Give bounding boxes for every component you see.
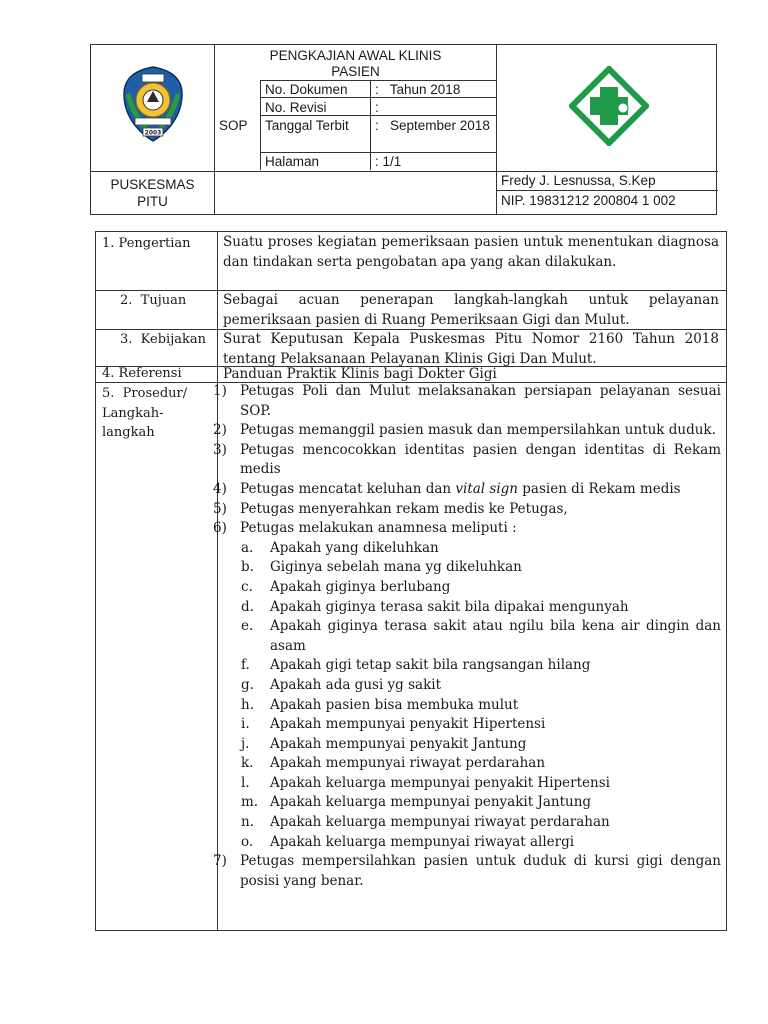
anamnesa-item: a. Apakah yang dikeluhkan <box>241 539 439 556</box>
section-text-pengertian: Suatu proses kegiatan pemeriksaan pasien untuk menentukan diagnosa dan tindakan serta pengobatan apa yang akan dilakukan. <box>223 234 719 270</box>
meta-value-no-dokumen: : Tahun 2018 <box>375 82 461 97</box>
procedure-step: 3) Petugas mencocokkan identitas pasien dengan identitas di Rekam medis <box>213 441 721 478</box>
section-label-pengertian: 1. Pengertian <box>102 236 191 251</box>
procedure-step: 2) Petugas memanggil pasien masuk dan mempersilahkan untuk duduk. <box>213 422 716 439</box>
anamnesa-item: i. Apakah mempunyai penyakit Hipertensi <box>241 716 546 733</box>
title-line-1: PENGKAJIAN AWAL KLINIS <box>269 48 442 63</box>
sop-label: SOP <box>219 118 248 133</box>
procedure-step: 4) Petugas mencatat keluhan dan vital sign pasien di Rekam medis <box>213 480 681 497</box>
anamnesa-item: d. Apakah giginya terasa sakit bila dipakai mengunyah <box>241 598 629 615</box>
meta-label-no-revisi: No. Revisi <box>265 100 327 115</box>
anamnesa-item: j. Apakah mempunyai penyakit Jantung <box>241 735 527 752</box>
anamnesa-item: f. Apakah gigi tetap sakit bila rangsangan hilang <box>241 657 591 674</box>
meta-label-no-dokumen: No. Dokumen <box>265 82 348 97</box>
anamnesa-item: c. Apakah giginya berlubang <box>241 578 451 595</box>
organization-name <box>91 176 214 210</box>
anamnesa-item: o. Apakah keluarga mempunyai riwayat allergi <box>241 833 575 850</box>
section-label-referensi: 4. Referensi <box>102 366 182 381</box>
document-title <box>215 48 496 80</box>
logo-year: 2003 <box>144 129 162 137</box>
anamnesa-item: h. Apakah pasien bisa membuka mulut <box>241 696 519 713</box>
section-text-kebijakan: Surat Keputusan Kepala Puskesmas Pitu Nomor 2160 Tahun 2018 tentang Pelaksanaan Pelayanan Klinis Gigi Dan Mulut. <box>223 331 719 367</box>
meta-value-tanggal-terbit: : September 2018 <box>375 118 490 133</box>
document-header <box>90 44 717 215</box>
puskesmas-cross-icon <box>569 66 649 146</box>
meta-label-tanggal-terbit: Tanggal Terbit <box>265 118 349 133</box>
procedure-step: 7) Petugas mempersilahkan pasien untuk duduk di kursi gigi dengan posisi yang benar. <box>213 853 721 889</box>
anamnesa-item: m. Apakah keluarga mempunyai penyakit Jantung <box>241 794 592 811</box>
procedure-step: 1) Petugas Poli dan Mulut melaksanakan persiapan pelayanan sesuai SOP. <box>213 383 721 419</box>
section-label-prosedur: 5. Prosedur/ Langkah-langkah <box>102 386 192 440</box>
meta-value-halaman: : 1/1 <box>375 154 402 169</box>
procedure-step: 5) Petugas menyerahkan rekam medis ke Petugas, <box>213 500 568 517</box>
signer-name: Fredy J. Lesnussa, S.Kep <box>501 173 656 188</box>
anamnesa-item: k. Apakah mempunyai riwayat perdarahan <box>241 755 546 772</box>
regency-emblem-icon <box>118 64 188 144</box>
org-line-1: PUSKESMAS <box>110 177 195 192</box>
section-text-referensi: Panduan Praktik Klinis bagi Dokter Gigi <box>223 366 497 382</box>
procedure-step: 6) Petugas melakukan anamnesa meliputi : a. Apakah yang dikeluhkan b. Giginya sebelah mana yg dikeluhkan c. Apakah giginya berlubang d. Apakah giginya terasa sakit bila dipakai mengunyah e. Apakah giginya terasa sakit atau ngilu bila kena air dingin dan asam f. Apakah gigi tetap sakit bila rangsangan hilang g. Apakah ada gusi yg sakit h. Apakah pasien bisa membuka mulut i. Apakah mempunyai penyakit Hipertensi j. Apakah mempunyai penyakit Jantung k. Apakah mempunyai riwayat perdarahan l. Apakah keluarga mempunyai penyakit Hipertensi m. Apakah keluarga mempunyai penyakit Jantung n. Apakah keluarga mempunyai riwayat perdarahan o. Apakah keluarga mempunyai riwayat allergi <box>213 519 721 852</box>
anamnesa-item: l. Apakah keluarga mempunyai penyakit Hipertensi <box>241 774 610 791</box>
org-line-2: PITU <box>137 194 168 209</box>
section-label-kebijakan: 3. Kebijakan <box>120 332 206 347</box>
sop-content-table <box>95 231 727 931</box>
anamnesa-item: n. Apakah keluarga mempunyai riwayat perdarahan <box>241 814 610 831</box>
section-label-tujuan: 2. Tujuan <box>120 293 187 308</box>
section-text-tujuan: Sebagai acuan penerapan langkah-langkah untuk pelayanan pemeriksaan pasien di Ruang Pemeriksaan Gigi dan Mulut. <box>223 292 719 328</box>
anamnesa-item: b. Giginya sebelah mana yg dikeluhkan <box>241 559 522 576</box>
title-line-2: PASIEN <box>331 64 380 79</box>
meta-label-halaman: Halaman <box>265 154 320 169</box>
anamnesa-item: e. Apakah giginya terasa sakit atau ngilu bila kena air dingin dan asam <box>241 618 721 654</box>
procedure-steps <box>213 382 721 891</box>
anamnesa-list <box>240 539 721 853</box>
anamnesa-item: g. Apakah ada gusi yg sakit <box>241 676 442 693</box>
signer-nip: NIP. 19831212 200804 1 002 <box>501 193 676 208</box>
meta-value-no-revisi: : <box>375 100 379 115</box>
